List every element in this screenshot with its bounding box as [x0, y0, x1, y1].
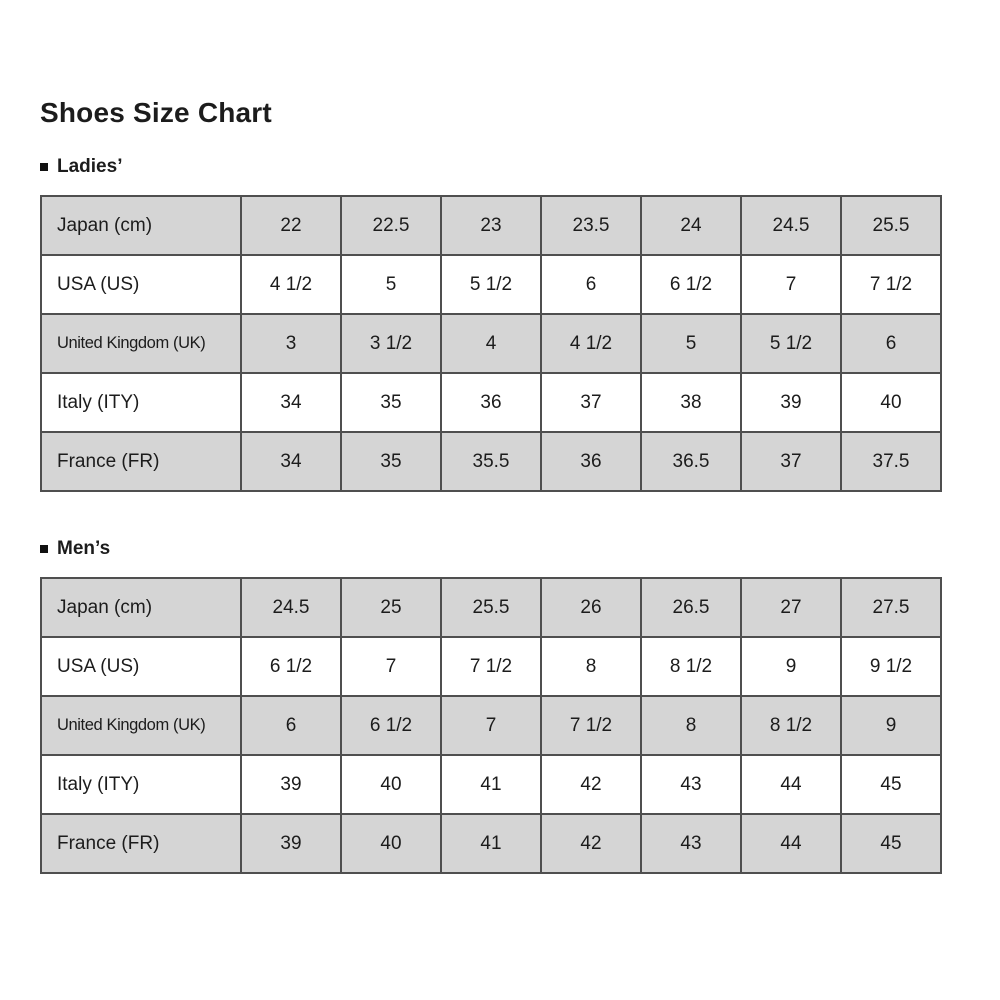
size-value-cell: 25	[341, 578, 441, 637]
size-value-cell: 37.5	[841, 432, 941, 491]
size-value-cell: 45	[841, 814, 941, 873]
size-value-cell: 40	[341, 755, 441, 814]
table-row	[41, 814, 941, 873]
row-header-cell: USA (US)	[41, 255, 241, 314]
size-value-cell: 38	[641, 373, 741, 432]
table-row	[41, 255, 941, 314]
size-value-cell: 27	[741, 578, 841, 637]
size-value-cell: 7	[741, 255, 841, 314]
size-chart-page	[0, 97, 1000, 874]
size-value-cell: 24	[641, 196, 741, 255]
size-value-cell: 9	[841, 696, 941, 755]
size-value-cell: 7	[341, 637, 441, 696]
size-value-cell: 25.5	[841, 196, 941, 255]
size-value-cell: 7 1/2	[541, 696, 641, 755]
size-value-cell: 41	[441, 755, 541, 814]
size-value-cell: 41	[441, 814, 541, 873]
size-value-cell: 39	[241, 814, 341, 873]
size-value-cell: 23.5	[541, 196, 641, 255]
size-value-cell: 24.5	[241, 578, 341, 637]
page-title: Shoes Size Chart	[40, 97, 272, 128]
size-value-cell: 9	[741, 637, 841, 696]
size-value-cell: 7 1/2	[441, 637, 541, 696]
size-value-cell: 6 1/2	[641, 255, 741, 314]
size-value-cell: 8 1/2	[741, 696, 841, 755]
size-value-cell: 44	[741, 814, 841, 873]
row-header-cell: Italy (ITY)	[41, 373, 241, 432]
size-value-cell: 40	[841, 373, 941, 432]
size-value-cell: 22	[241, 196, 341, 255]
size-value-cell: 4 1/2	[541, 314, 641, 373]
row-header-cell: France (FR)	[41, 814, 241, 873]
size-value-cell: 9 1/2	[841, 637, 941, 696]
table-row	[41, 696, 941, 755]
ladies-size-table	[40, 195, 942, 492]
size-value-cell: 36	[541, 432, 641, 491]
size-value-cell: 37	[741, 432, 841, 491]
size-value-cell: 35	[341, 432, 441, 491]
size-value-cell: 35.5	[441, 432, 541, 491]
mens-size-table	[40, 577, 942, 874]
size-value-cell: 6	[541, 255, 641, 314]
table-row	[41, 578, 941, 637]
row-header-cell: France (FR)	[41, 432, 241, 491]
size-value-cell: 24.5	[741, 196, 841, 255]
size-value-cell: 34	[241, 432, 341, 491]
size-value-cell: 42	[541, 814, 641, 873]
bullet-square-icon	[40, 163, 48, 171]
mens-section-label	[40, 538, 960, 560]
size-value-cell: 36.5	[641, 432, 741, 491]
size-value-cell: 23	[441, 196, 541, 255]
ladies-section-label-text: Ladies’	[57, 156, 123, 177]
table-row	[41, 373, 941, 432]
row-header-cell: Japan (cm)	[41, 578, 241, 637]
size-value-cell: 36	[441, 373, 541, 432]
size-value-cell: 7	[441, 696, 541, 755]
size-value-cell: 34	[241, 373, 341, 432]
size-value-cell: 8	[641, 696, 741, 755]
size-value-cell: 8	[541, 637, 641, 696]
table-row	[41, 755, 941, 814]
row-header-cell: Japan (cm)	[41, 196, 241, 255]
size-value-cell: 25.5	[441, 578, 541, 637]
size-value-cell: 7 1/2	[841, 255, 941, 314]
size-value-cell: 22.5	[341, 196, 441, 255]
size-value-cell: 5 1/2	[741, 314, 841, 373]
size-value-cell: 42	[541, 755, 641, 814]
ladies-section-label	[40, 156, 960, 178]
size-value-cell: 45	[841, 755, 941, 814]
size-value-cell: 6	[241, 696, 341, 755]
size-value-cell: 44	[741, 755, 841, 814]
size-value-cell: 4 1/2	[241, 255, 341, 314]
table-row	[41, 314, 941, 373]
size-value-cell: 5	[641, 314, 741, 373]
size-value-cell: 5 1/2	[441, 255, 541, 314]
size-value-cell: 27.5	[841, 578, 941, 637]
size-value-cell: 4	[441, 314, 541, 373]
size-value-cell: 6	[841, 314, 941, 373]
size-value-cell: 6 1/2	[241, 637, 341, 696]
size-value-cell: 3	[241, 314, 341, 373]
size-value-cell: 39	[241, 755, 341, 814]
mens-section-label-text: Men’s	[57, 538, 111, 559]
size-value-cell: 43	[641, 755, 741, 814]
row-header-cell: United Kingdom (UK)	[41, 696, 241, 755]
size-value-cell: 39	[741, 373, 841, 432]
size-value-cell: 37	[541, 373, 641, 432]
row-header-cell: United Kingdom (UK)	[41, 314, 241, 373]
table-row	[41, 196, 941, 255]
size-value-cell: 26	[541, 578, 641, 637]
size-value-cell: 40	[341, 814, 441, 873]
size-value-cell: 5	[341, 255, 441, 314]
size-value-cell: 8 1/2	[641, 637, 741, 696]
bullet-square-icon	[40, 545, 48, 553]
row-header-cell: USA (US)	[41, 637, 241, 696]
size-value-cell: 6 1/2	[341, 696, 441, 755]
size-value-cell: 43	[641, 814, 741, 873]
size-value-cell: 35	[341, 373, 441, 432]
table-row	[41, 637, 941, 696]
table-row	[41, 432, 941, 491]
size-value-cell: 3 1/2	[341, 314, 441, 373]
row-header-cell: Italy (ITY)	[41, 755, 241, 814]
size-value-cell: 26.5	[641, 578, 741, 637]
